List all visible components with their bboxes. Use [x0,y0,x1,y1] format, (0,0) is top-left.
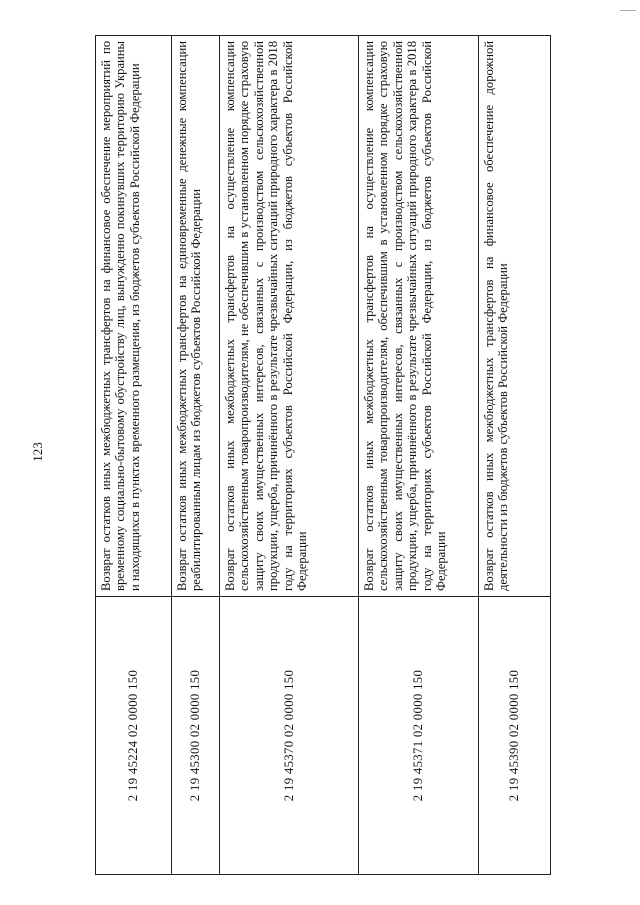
table-row [96,36,172,875]
table-row [359,36,479,875]
table-row [479,36,551,875]
table-row [172,36,220,875]
description-cell: Возврат остатков иных межбюджетных трансфертов на финансовое обеспечение дорожной деятельности из бюджетов субъектов Российской Федерации [479,36,551,597]
description-cell: Возврат остатков иных межбюджетных трансфертов на финансовое обеспечение мероприятий по временному социально-бытовому обустройству лиц, вынужденно покинувших территорию Украины и находящихся в пунктах временного размещения, из бюджетов субъектов Российской Федерации [96,36,172,597]
description-cell: Возврат остатков иных межбюджетных трансфертов на единовременные денежные компенсации реабилитированным лицам из бюджетов субъектов Российской Федерации [172,36,220,597]
budget-codes-table [95,35,550,875]
budget-code-cell: 2 19 45371 02 0000 150 [359,597,479,875]
description-cell: Возврат остатков иных межбюджетных трансфертов на осуществление компенсации сельскохозяйственным товаропроизводителям, не обеспечившим в установленном порядке страховую защиту своих имущественных интересов, связанных с производством сельскохозяйственной продукции, ущерба, причинённого в результате чрезвычайных ситуаций природного характера в 2018 году на территориях субъектов Российской Федерации, из бюджетов субъектов Российской Федерации [220,36,359,597]
description-cell: Возврат остатков иных межбюджетных трансфертов на осуществление компенсации сельскохозяйственным товаропроизводителям, обеспечившим в установленном порядке страховую защиту своих имущественных интересов, связанных с производством сельскохозяйственной продукции, ущерба, причинённого в результате чрезвычайных ситуаций природного характера в 2018 году на территориях субъектов Российской Федерации, из бюджетов субъектов Российской Федерации [359,36,479,597]
table-row [220,36,359,875]
budget-code-cell: 2 19 45224 02 0000 150 [96,597,172,875]
scan-corner-mark [620,10,636,11]
budget-code-cell: 2 19 45300 02 0000 150 [172,597,220,875]
page-number: 123 [30,442,45,462]
budget-code-cell: 2 19 45390 02 0000 150 [479,597,551,875]
budget-code-cell: 2 19 45370 02 0000 150 [220,597,359,875]
